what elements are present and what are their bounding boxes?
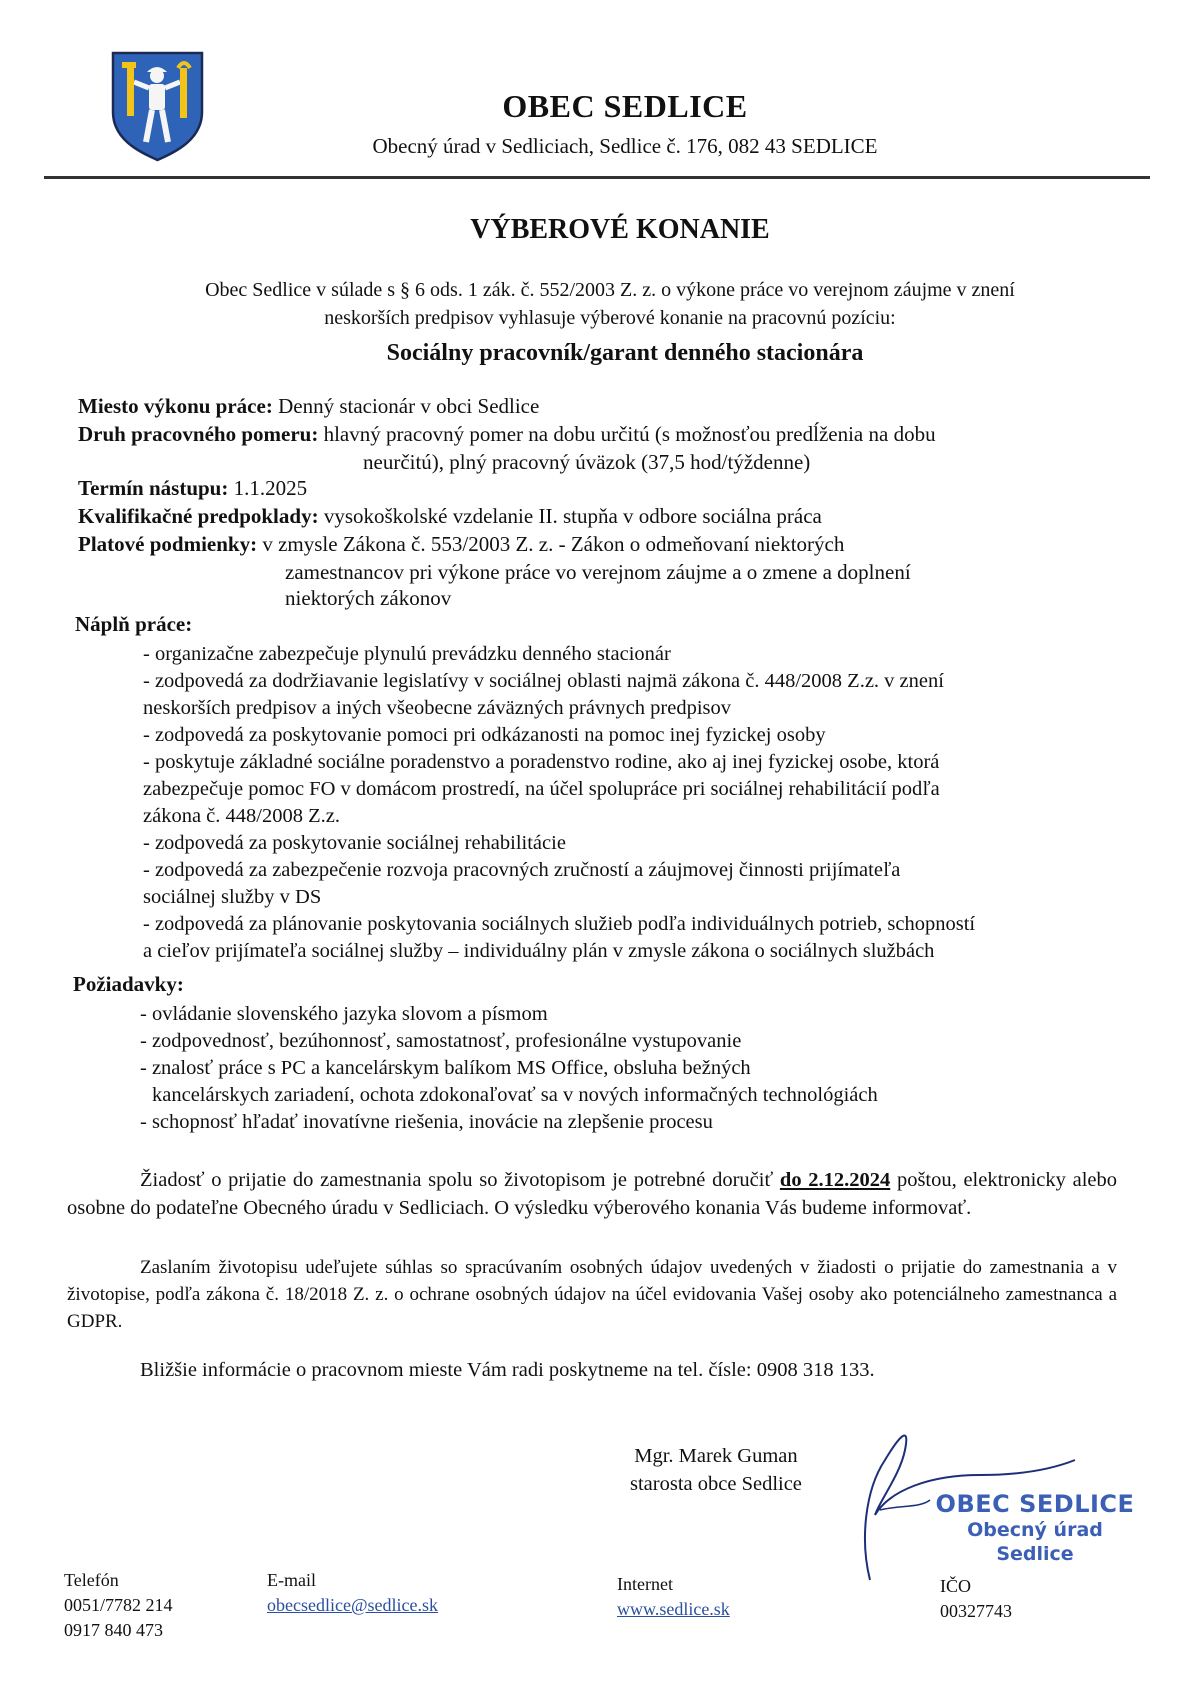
footer-phone [64,1568,173,1643]
field-value: 1.1.2025 [233,476,308,500]
list-item: - poskytuje základné sociálne poradenstvo a poradenstvo rodine, ako aj inej fyzickej osobe, ktorá [143,751,940,773]
list-item: - schopnosť hľadať inovatívne riešenia, inovácie na zlepšenie procesu [140,1111,713,1133]
field-employment-type [78,420,936,448]
intro-line-1: Obec Sedlice v súlade s § 6 ods. 1 zák. č. 552/2003 Z. z. o výkone práce vo verejnom záujme v znení [205,279,1015,301]
list-item: - zodpovednosť, bezúhonnosť, samostatnosť, profesionálne vystupovanie [140,1030,742,1052]
contact-info: Bližšie informácie o pracovnom mieste Vám radi poskytneme na tel. čísle: 0908 318 133. [140,1359,875,1381]
field-value: hlavný pracovný pomer na dobu určitú (s možnosťou predĺženia na dobu [323,422,936,446]
phone-number: 0051/7782 214 [64,1595,173,1615]
requirements-list [140,1001,1120,1136]
field-qualification [78,502,822,530]
list-item: neskorších predpisov a iných všeobecne záväzných právnych predpisov [143,697,732,719]
application-text: Žiadosť o prijatie do zamestnania spolu so životopisom je potrebné doručiť [140,1169,780,1191]
duties-heading: Náplň práce: [75,612,193,636]
phone-number: 0917 840 473 [64,1620,163,1640]
intro-text [110,276,1110,332]
footer-web [617,1572,730,1622]
list-item: - zodpovedá za zabezpečenie rozvoja pracovných zručností a záujmovej činnosti prijímateľa [143,859,901,881]
list-item: - zodpovedá za poskytovanie pomoci pri odkázanosti na pomoc inej fyzickej osoby [143,724,826,746]
header-divider [44,176,1150,179]
list-item: sociálnej služby v DS [143,886,322,908]
list-item: kancelárskych zariadení, ochota zdokonaľovať sa v nových informačných technológiách [152,1084,878,1106]
footer-ico [940,1574,1012,1624]
list-item: - zodpovedá za plánovanie poskytovania sociálnych služieb podľa individuálnych potrieb, schopností [143,913,976,935]
field-place [78,392,539,420]
document-title: VÝBEROVÉ KONANIE [470,214,770,245]
office-address: Obecný úrad v Sedliciach, Sedlice č. 176, 082 43 SEDLICE [372,134,878,158]
field-start-date [78,474,307,502]
signatory-role: starosta obce Sedlice [630,1473,802,1495]
list-item: a cieľov prijímateľa sociálnej služby – individuálny plán v zmysle zákona o sociálnych službách [143,940,935,962]
field-value: Denný stacionár v obci Sedlice [278,394,540,418]
stamp-line: OBEC SEDLICE [935,1490,1135,1518]
field-value: v zmysle Zákona č. 553/2003 Z. z. - Zákon o odmeňovaní niektorých [262,532,845,556]
list-item: zákona č. 448/2008 Z.z. [143,805,340,827]
intro-line-2: neskorších predpisov vyhlasuje výberové konanie na pracovnú pozíciu: [324,307,896,329]
requirements-heading: Požiadavky: [73,972,184,996]
list-item: - ovládanie slovenského jazyka slovom a písmom [140,1003,548,1025]
field-label: Platové podmienky: [78,532,258,556]
stamp-line: Obecný úrad [967,1519,1103,1541]
ico-number: 00327743 [940,1601,1012,1621]
field-value-continuation: neurčitú), plný pracovný úväzok (37,5 hod/týždenne) [363,450,811,474]
footer-label: Telefón [64,1570,119,1590]
position-title: Sociálny pracovník/garant denného stacionára [386,340,864,366]
deadline-date: do 2.12.2024 [779,1169,891,1191]
official-stamp [930,1490,1140,1566]
duties-list [143,641,1123,965]
footer-label: E-mail [267,1570,316,1590]
municipality-title: OBEC SEDLICE [502,88,748,124]
signatory-name: Mgr. Marek Guman [634,1445,798,1467]
signatory [630,1442,802,1498]
footer-label: Internet [617,1574,673,1594]
field-value-continuation: niektorých zákonov [285,586,452,610]
consent-paragraph: Zaslaním životopisu udeľujete súhlas so spracúvaním osobných údajov uvedených v žiadosti o prijatie do zamestnania a v životopise, podľa zákona č. 18/2018 Z. z. o ochrane osobných údajov na účel evidovania Vašej osoby ako potenciálneho zamestnanca a GDPR. [67,1257,1117,1332]
email-link[interactable]: obecsedlice@sedlice.sk [267,1595,439,1615]
application-text-continued: poštou, elektronicky alebo osobne do podateľne Obecného úradu v Sedliciach. O výsledku výberového konania Vás budeme informovať. [67,1169,1117,1219]
field-value-continuation: zamestnancov pri výkone práce vo verejnom záujme a o zmene a doplnení [285,560,911,584]
list-item: zabezpečuje pomoc FO v domácom prostredí, na účel spolupráce pri sociálnej rehabilitácií podľa [143,778,940,800]
field-value: vysokoškolské vzdelanie II. stupňa v odbore sociálna práca [323,504,822,528]
footer-email [267,1568,438,1618]
list-item: - organizačne zabezpečuje plynulú prevádzku denného stacionár [143,643,671,665]
field-label: Druh pracovného pomeru: [78,422,319,446]
web-link[interactable]: www.sedlice.sk [617,1599,730,1619]
field-label: Termín nástupu: [78,476,229,500]
stamp-line: Sedlice [996,1543,1074,1565]
field-salary [78,530,844,558]
list-item: - znalosť práce s PC a kancelárskym balíkom MS Office, obsluha bežných [140,1057,751,1079]
footer-label: IČO [940,1576,971,1596]
field-label: Miesto výkonu práce: [78,394,273,418]
list-item: - zodpovedá za poskytovanie sociálnej rehabilitácie [143,832,566,854]
field-label: Kvalifikačné predpoklady: [78,504,319,528]
application-paragraph [67,1166,1117,1222]
list-item: - zodpovedá za dodržiavanie legislatívy v sociálnej oblasti najmä zákona č. 448/2008 Z.z. v znení [143,670,944,692]
